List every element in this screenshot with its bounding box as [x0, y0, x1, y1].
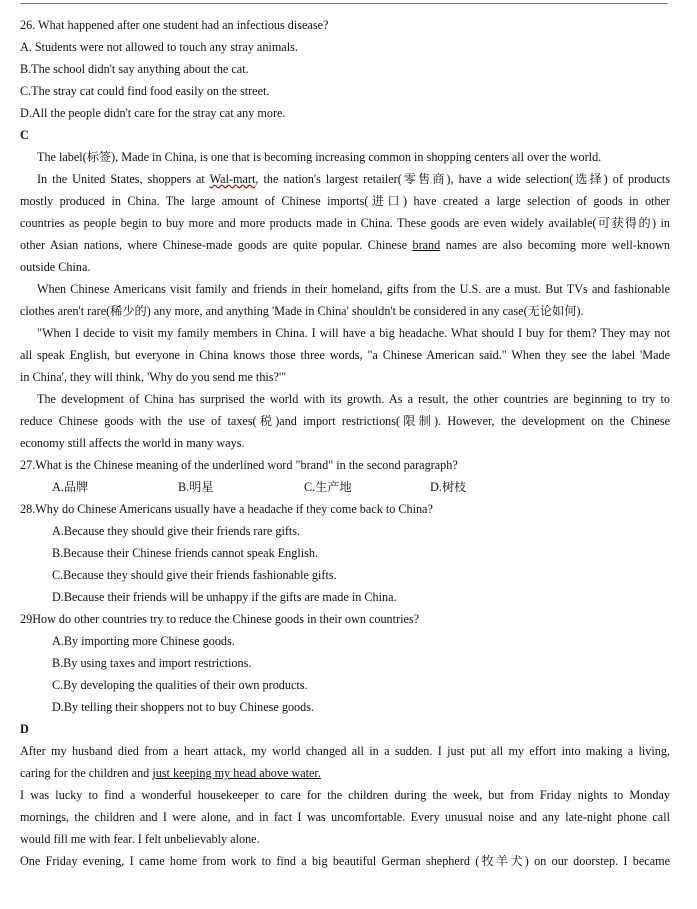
q27-option-a: A.品牌 [52, 480, 89, 494]
q29-option-c: C.By developing the qualities of their own products. [52, 678, 308, 692]
passage-c-paragraph-5-line-1: The development of China has surprised the world with its growth. As a result, the other countries are beginning to try to [37, 392, 670, 406]
q28-option-d: D.Because their friends will be unhappy if the gifts are made in China. [52, 590, 397, 604]
section-d-label: D [20, 722, 29, 736]
q29-option-b: B.By using taxes and import restrictions. [52, 656, 252, 670]
document-page [20, 14, 670, 872]
q28-option-b: B.Because their Chinese friends cannot speak English. [52, 546, 319, 560]
passage-c-paragraph-4-line-2: all speak English, but everyone in China knows those three words, "a Chinese American said." When they see the label 'Made [20, 348, 670, 362]
passage-d-paragraph-1-line-2: caring for the children and just keeping my head above water. [20, 766, 321, 780]
passage-d-paragraph-2-line-3: would fill me with fear. I felt unbelievably alone. [20, 832, 260, 846]
passage-d-paragraph-1-line-1: After my husband died from a heart attack, my world changed all in a sudden. I just put all my effort into making a living, [20, 744, 670, 758]
q26-option-d: D.All the people didn't care for the stray cat any more. [20, 106, 286, 120]
passage-c-paragraph-4-line-3: in China', they will think, 'Why do you send me this?'" [20, 370, 287, 384]
q27-option-b: B.明星 [178, 480, 214, 494]
underlined-phrase: just keeping my head above water. [152, 766, 321, 780]
underlined-brand-word: brand [412, 238, 441, 252]
passage-d-paragraph-3-line-1: One Friday evening, I came home from work to find a big beautiful German shepherd (牧羊犬) on our doorstep. I became [20, 854, 670, 868]
passage-c-paragraph-3-line-1: When Chinese Americans visit family and friends in their homeland, gifts from the U.S. are a must. But TVs and fashionable [37, 282, 670, 296]
passage-c-paragraph-3-line-2: clothes aren't rare(稀少的) any more, and anything 'Made in China' shouldn't be considered in any case(无论如何). [20, 304, 584, 318]
passage-d-paragraph-2-line-2: mornings, the children and I were alone, and in fact I was uncomfortable. Every unusual noise and any late-night phone call [20, 810, 670, 824]
q26-stem: 26. What happened after one student had an infectious disease? [20, 18, 329, 32]
passage-c-paragraph-2-line-3: countries as people begin to buy more and more products made in China. These goods are even widely available(可获得的) in [20, 216, 670, 230]
q27-stem: 27.What is the Chinese meaning of the underlined word "brand" in the second paragraph? [20, 458, 458, 472]
q28-option-c: C.Because they should give their friends fashionable gifts. [52, 568, 337, 582]
q26-option-c: C.The stray cat could find food easily on the street. [20, 84, 270, 98]
q27-options [20, 476, 670, 498]
passage-c-paragraph-2-line-1: In the United States, shoppers at Wal-mart, the nation's largest retailer(零售商), have a wide selection(选择) of products [37, 172, 670, 186]
q27-option-d: D.树枝 [430, 480, 467, 494]
passage-c-paragraph-1: The label(标签), Made in China, is one that is becoming increasing common in shopping centers all over the world. [37, 150, 602, 164]
q29-stem: 29How do other countries try to reduce the Chinese goods in their own countries? [20, 612, 420, 626]
q29-option-a: A.By importing more Chinese goods. [52, 634, 235, 648]
q27-option-c: C.生产地 [304, 480, 352, 494]
walmart-word: Wal-mart [209, 172, 256, 186]
passage-c-paragraph-5-line-2: reduce Chinese goods with the use of taxes(税)and import restrictions(限制). However, the development on the Chinese [20, 414, 670, 428]
passage-c-paragraph-2-line-2: mostly produced in China. The large amount of Chinese imports(进口) have created a large selection of goods in other [20, 194, 670, 208]
q28-option-a: A.Because they should give their friends rare gifts. [52, 524, 301, 538]
q29-option-d: D.By telling their shoppers not to buy Chinese goods. [52, 700, 315, 714]
q26-option-b: B.The school didn't say anything about the cat. [20, 62, 249, 76]
passage-d-paragraph-2-line-1: I was lucky to find a wonderful housekeeper to care for the children during the week, but from Friday nights to Monday [20, 788, 670, 802]
passage-c-paragraph-4-line-1: "When I decide to visit my family members in China. I will have a big headache. What should I buy for them? They may not [37, 326, 670, 340]
passage-c-paragraph-2-line-5: outside China. [20, 260, 91, 274]
q28-stem: 28.Why do Chinese Americans usually have a headache if they come back to China? [20, 502, 433, 516]
q26-option-a: A. Students were not allowed to touch any stray animals. [20, 40, 298, 54]
top-rule [20, 3, 668, 4]
passage-c-paragraph-2-line-4: other Asian nations, where Chinese-made goods are quite popular. Chinese brand names are also becoming more well-known [20, 238, 670, 252]
passage-c-paragraph-5-line-3: economy still affects the world in many ways. [20, 436, 245, 450]
section-c-label: C [20, 128, 29, 142]
